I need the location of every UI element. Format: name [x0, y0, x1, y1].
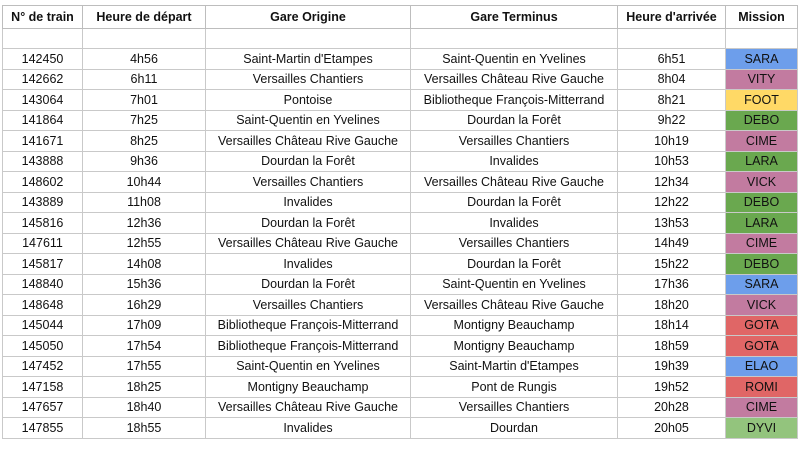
empty-cell: [618, 29, 726, 49]
cell-train-number: 143888: [3, 151, 83, 172]
table-row: [3, 315, 798, 336]
table-row: [3, 110, 798, 131]
cell-train-number: 147855: [3, 418, 83, 439]
cell-departure-time: 6h11: [83, 69, 206, 90]
table-row: [3, 233, 798, 254]
empty-cell: [411, 29, 618, 49]
cell-arrival-time: 15h22: [618, 254, 726, 275]
cell-origin-station: Montigny Beauchamp: [206, 377, 411, 398]
cell-arrival-time: 17h36: [618, 274, 726, 295]
table-row: [3, 131, 798, 152]
cell-terminus-station: Dourdan la Forêt: [411, 254, 618, 275]
cell-train-number: 141864: [3, 110, 83, 131]
cell-departure-time: 16h29: [83, 295, 206, 316]
cell-arrival-time: 18h20: [618, 295, 726, 316]
cell-departure-time: 17h09: [83, 315, 206, 336]
table-row: [3, 90, 798, 111]
cell-mission-code: VICK: [726, 295, 798, 316]
cell-departure-time: 12h36: [83, 213, 206, 234]
cell-terminus-station: Invalides: [411, 213, 618, 234]
cell-terminus-station: Dourdan la Forêt: [411, 110, 618, 131]
cell-train-number: 145816: [3, 213, 83, 234]
cell-mission-code: CIME: [726, 397, 798, 418]
cell-train-number: 147611: [3, 233, 83, 254]
cell-mission-code: CIME: [726, 233, 798, 254]
cell-arrival-time: 20h28: [618, 397, 726, 418]
col-header-origin-station: Gare Origine: [206, 6, 411, 29]
cell-departure-time: 10h44: [83, 172, 206, 193]
col-header-terminus-station: Gare Terminus: [411, 6, 618, 29]
table-row: [3, 69, 798, 90]
empty-cell: [3, 29, 83, 49]
cell-origin-station: Saint-Quentin en Yvelines: [206, 356, 411, 377]
cell-terminus-station: Saint-Quentin en Yvelines: [411, 274, 618, 295]
cell-mission-code: LARA: [726, 213, 798, 234]
cell-departure-time: 18h25: [83, 377, 206, 398]
cell-terminus-station: Saint-Martin d'Etampes: [411, 356, 618, 377]
cell-terminus-station: Bibliotheque François-Mitterrand: [411, 90, 618, 111]
cell-arrival-time: 9h22: [618, 110, 726, 131]
cell-terminus-station: Montigny Beauchamp: [411, 315, 618, 336]
cell-origin-station: Versailles Château Rive Gauche: [206, 233, 411, 254]
table-row: [3, 49, 798, 70]
cell-arrival-time: 12h22: [618, 192, 726, 213]
cell-arrival-time: 14h49: [618, 233, 726, 254]
table-header: [3, 6, 798, 29]
cell-train-number: 145044: [3, 315, 83, 336]
table-row: [3, 356, 798, 377]
cell-mission-code: GOTA: [726, 315, 798, 336]
cell-origin-station: Saint-Quentin en Yvelines: [206, 110, 411, 131]
table-row: [3, 254, 798, 275]
cell-mission-code: CIME: [726, 131, 798, 152]
cell-terminus-station: Versailles Chantiers: [411, 131, 618, 152]
cell-arrival-time: 18h14: [618, 315, 726, 336]
cell-train-number: 142450: [3, 49, 83, 70]
cell-train-number: 147452: [3, 356, 83, 377]
cell-departure-time: 18h40: [83, 397, 206, 418]
cell-mission-code: LARA: [726, 151, 798, 172]
cell-terminus-station: Saint-Quentin en Yvelines: [411, 49, 618, 70]
table-row: [3, 192, 798, 213]
cell-train-number: 145050: [3, 336, 83, 357]
cell-origin-station: Invalides: [206, 418, 411, 439]
cell-terminus-station: Dourdan: [411, 418, 618, 439]
empty-cell: [206, 29, 411, 49]
cell-train-number: 148840: [3, 274, 83, 295]
cell-departure-time: 9h36: [83, 151, 206, 172]
cell-mission-code: DEBO: [726, 254, 798, 275]
cell-origin-station: Pontoise: [206, 90, 411, 111]
cell-departure-time: 14h08: [83, 254, 206, 275]
cell-terminus-station: Dourdan la Forêt: [411, 192, 618, 213]
cell-mission-code: SARA: [726, 274, 798, 295]
cell-mission-code: DEBO: [726, 192, 798, 213]
cell-departure-time: 7h01: [83, 90, 206, 111]
cell-arrival-time: 8h04: [618, 69, 726, 90]
cell-origin-station: Versailles Château Rive Gauche: [206, 397, 411, 418]
cell-departure-time: 8h25: [83, 131, 206, 152]
cell-train-number: 142662: [3, 69, 83, 90]
table-row: [3, 336, 798, 357]
cell-arrival-time: 19h52: [618, 377, 726, 398]
cell-departure-time: 7h25: [83, 110, 206, 131]
cell-mission-code: GOTA: [726, 336, 798, 357]
cell-mission-code: ROMI: [726, 377, 798, 398]
cell-departure-time: 15h36: [83, 274, 206, 295]
cell-origin-station: Versailles Chantiers: [206, 172, 411, 193]
cell-train-number: 141671: [3, 131, 83, 152]
table-row: [3, 172, 798, 193]
cell-mission-code: VICK: [726, 172, 798, 193]
cell-arrival-time: 6h51: [618, 49, 726, 70]
col-header-train-number: N° de train: [3, 6, 83, 29]
cell-origin-station: Bibliotheque François-Mitterrand: [206, 336, 411, 357]
cell-mission-code: ELAO: [726, 356, 798, 377]
cell-mission-code: FOOT: [726, 90, 798, 111]
table-row: [3, 151, 798, 172]
empty-cell: [83, 29, 206, 49]
cell-mission-code: VITY: [726, 69, 798, 90]
cell-mission-code: DYVI: [726, 418, 798, 439]
cell-arrival-time: 18h59: [618, 336, 726, 357]
cell-arrival-time: 12h34: [618, 172, 726, 193]
header-row: [3, 6, 798, 29]
table-row: [3, 397, 798, 418]
cell-train-number: 148602: [3, 172, 83, 193]
table-body: [3, 29, 798, 439]
cell-arrival-time: 19h39: [618, 356, 726, 377]
cell-arrival-time: 10h53: [618, 151, 726, 172]
cell-terminus-station: Invalides: [411, 151, 618, 172]
col-header-mission: Mission: [726, 6, 798, 29]
cell-origin-station: Versailles Chantiers: [206, 295, 411, 316]
table-row: [3, 274, 798, 295]
cell-train-number: 147657: [3, 397, 83, 418]
cell-train-number: 143064: [3, 90, 83, 111]
empty-row: [3, 29, 798, 49]
cell-terminus-station: Pont de Rungis: [411, 377, 618, 398]
table-row: [3, 295, 798, 316]
cell-origin-station: Dourdan la Forêt: [206, 151, 411, 172]
cell-mission-code: SARA: [726, 49, 798, 70]
cell-terminus-station: Versailles Château Rive Gauche: [411, 295, 618, 316]
cell-departure-time: 18h55: [83, 418, 206, 439]
cell-train-number: 143889: [3, 192, 83, 213]
col-header-departure-time: Heure de départ: [83, 6, 206, 29]
cell-departure-time: 17h54: [83, 336, 206, 357]
cell-departure-time: 12h55: [83, 233, 206, 254]
cell-terminus-station: Versailles Chantiers: [411, 233, 618, 254]
cell-origin-station: Versailles Chantiers: [206, 69, 411, 90]
cell-train-number: 145817: [3, 254, 83, 275]
cell-origin-station: Saint-Martin d'Etampes: [206, 49, 411, 70]
cell-arrival-time: 8h21: [618, 90, 726, 111]
cell-terminus-station: Versailles Château Rive Gauche: [411, 69, 618, 90]
cell-arrival-time: 10h19: [618, 131, 726, 152]
cell-departure-time: 4h56: [83, 49, 206, 70]
cell-origin-station: Versailles Château Rive Gauche: [206, 131, 411, 152]
cell-departure-time: 11h08: [83, 192, 206, 213]
train-schedule-table: [2, 5, 798, 439]
cell-train-number: 148648: [3, 295, 83, 316]
cell-origin-station: Invalides: [206, 254, 411, 275]
cell-terminus-station: Montigny Beauchamp: [411, 336, 618, 357]
cell-departure-time: 17h55: [83, 356, 206, 377]
cell-arrival-time: 20h05: [618, 418, 726, 439]
table-row: [3, 377, 798, 398]
cell-origin-station: Dourdan la Forêt: [206, 213, 411, 234]
cell-train-number: 147158: [3, 377, 83, 398]
empty-cell: [726, 29, 798, 49]
table-row: [3, 418, 798, 439]
cell-origin-station: Invalides: [206, 192, 411, 213]
cell-terminus-station: Versailles Chantiers: [411, 397, 618, 418]
cell-origin-station: Dourdan la Forêt: [206, 274, 411, 295]
table-row: [3, 213, 798, 234]
col-header-arrival-time: Heure d'arrivée: [618, 6, 726, 29]
cell-terminus-station: Versailles Château Rive Gauche: [411, 172, 618, 193]
cell-origin-station: Bibliotheque François-Mitterrand: [206, 315, 411, 336]
cell-mission-code: DEBO: [726, 110, 798, 131]
cell-arrival-time: 13h53: [618, 213, 726, 234]
